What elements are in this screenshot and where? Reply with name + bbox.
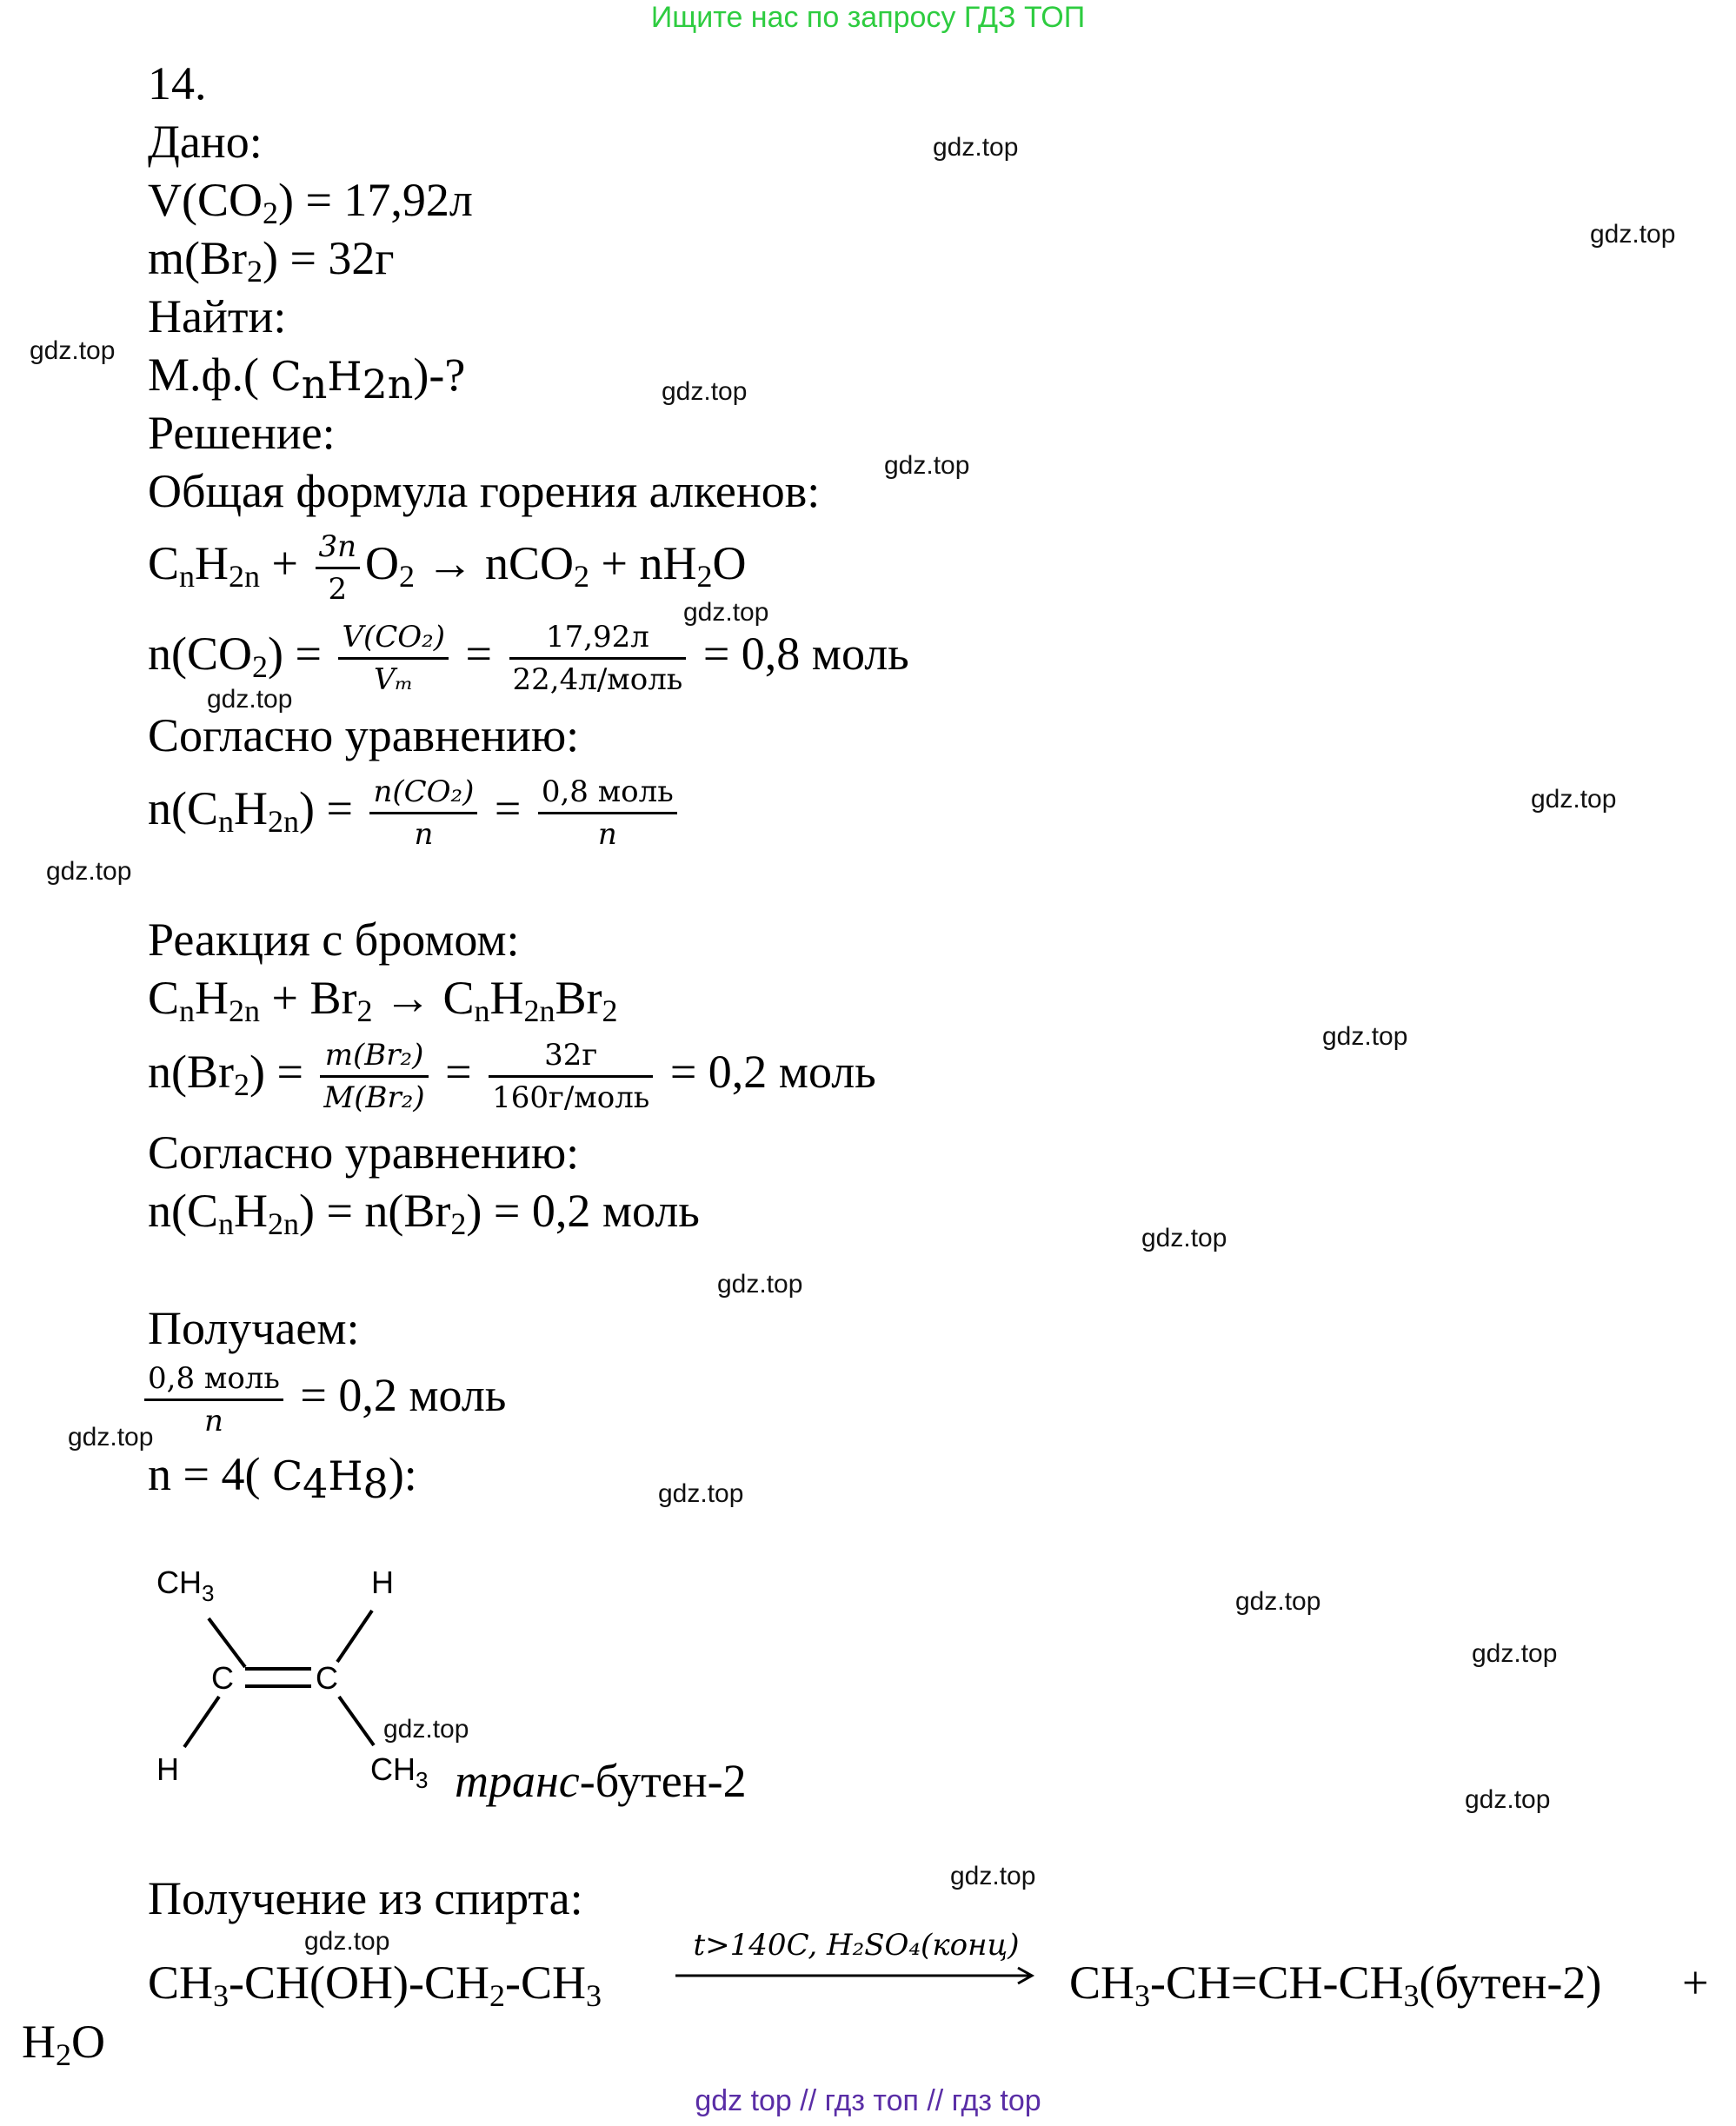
watermark: gdz.top [1141,1224,1227,1252]
watermark: gdz.top [950,1862,1036,1890]
solution-title: Решение: [148,407,336,459]
given-title: Дано: [148,116,263,168]
problem-number: 14. [148,57,207,110]
find-title: Найти: [148,290,287,342]
reaction-arrow [674,1928,1039,1989]
watermark: gdz.top [207,685,293,714]
fraction: $\frac{\text{0,8 моль}}{n}$ [144,1359,283,1441]
watermark: gdz.top [1235,1587,1321,1616]
ch3-bottom-label: $CH_3$ [370,1751,429,1793]
h-top-label: H [371,1565,394,1600]
given-mass-br2: $m(Br_2) = 32г$ [148,232,395,289]
moles-alkene-equation-1: $n(C_nH_{2n})$ = $\frac{\text{n(CO₂)}}{n}$ = $\frac{\text{0,8 моль}}{n}$ [148,765,682,854]
watermark: gdz.top [68,1423,154,1452]
fraction: $\frac{\text{V(CO₂)}}{\text{Vₘ}}$ [338,617,449,700]
top-banner[interactable]: Ищите нас по запросу ГДЗ ТОП [650,1,1086,34]
watermark: gdz.top [717,1270,803,1299]
obtain-label: Получаем: [148,1302,360,1354]
fraction: $\frac{\text{n(CO₂)}}{n}$ [369,772,477,854]
h-bottom-label: H [156,1751,179,1787]
alcohol-product: $CH_3-CH=CH-CH_3(бутен-2)$ [1069,1957,1602,2013]
watermark: gdz.top [46,857,132,886]
given-volume-co2: $V(CO_2) = 17,92л$ [148,174,473,230]
watermark: gdz.top [933,133,1019,162]
alcohol-reactant: $CH_3-CH(OH)-CH_2-CH_3$ [148,1957,602,2013]
general-formula-label: Общая формула горения алкенов: [148,465,821,517]
fraction: $\frac{\text{m(Br₂)}}{\text{M(Br₂)}}$ [320,1035,428,1118]
watermark: gdz.top [662,377,748,406]
alcohol-water: $H_2O$ [22,2016,105,2072]
c-right-label: C [316,1660,338,1696]
moles-alkene-equation-2: $n(C_nH_{2n}) = n(Br_2) = 0,2$ моль [148,1185,700,1241]
combustion-equation: $C_nH_{2n}$ + $\frac{3n}{2}$ $O_2 \to nCO_2 + nH_2O$ [148,522,747,609]
watermark: gdz.top [884,451,970,480]
bromine-reaction-label: Реакция с бромом: [148,914,520,966]
watermark: gdz.top [1472,1639,1558,1668]
according-to-equation-2: Согласно уравнению: [148,1126,580,1179]
watermark: gdz.top [1465,1785,1551,1814]
fraction: $\frac{17,92л}{\text{22,4л/моль}}$ [509,617,687,700]
alcohol-label: Получение из спирта: [148,1872,583,1924]
watermark: gdz.top [1322,1022,1408,1051]
fraction: $\frac{3n}{2}$ [316,527,361,609]
alcohol-plus: + [1682,1957,1709,2009]
reaction-condition: t>140C, H₂SO₄(конц) [693,1928,1020,1963]
c-left-label: C [211,1660,234,1696]
find-formula: М.ф.( $C_nH_{2n})-$? [148,349,466,408]
footer-links[interactable]: gdz top // гдз топ // гдз top [695,2084,1041,2117]
obtain-equation: $\frac{\text{0,8 моль}}{n}$ = 0,2 моль [144,1352,506,1441]
moles-co2-equation: $n(CO_2)$ = $\frac{\text{V(CO₂)}}{\text{Vₘ}}$ = $\frac{17,92л}{\text{22,4л/моль}}$ = 0,8 моль [148,610,909,700]
according-to-equation-1: Согласно уравнению: [148,709,580,761]
fraction: $\frac{32г}{\text{160г/моль}}$ [489,1035,653,1118]
watermark: gdz.top [30,336,116,365]
arrow-icon [674,1963,1039,1989]
watermark: gdz.top [1531,785,1617,814]
bromine-reaction-equation: $C_nH_{2n} + Br_2 \to C_nH_{2n}Br_2$ [148,972,618,1028]
moles-br2-equation: $n(Br_2)$ = $\frac{\text{m(Br₂)}}{\text{M(Br₂)}}$ = $\frac{32г}{\text{160г/моль}}$ = 0,2 моль [148,1028,876,1118]
n-value: n = 4( $C_4H_8$): [148,1448,417,1507]
fraction: $\frac{\text{0,8 моль}}{n}$ [538,772,677,854]
watermark: gdz.top [304,1927,390,1956]
watermark: gdz.top [658,1479,744,1508]
ch3-top-label: $CH_3$ [156,1565,215,1606]
watermark: gdz.top [683,598,769,627]
watermark: gdz.top [1590,220,1676,249]
structure-name: транс-бутен-2 [455,1755,747,1807]
watermark: gdz.top [383,1715,469,1744]
